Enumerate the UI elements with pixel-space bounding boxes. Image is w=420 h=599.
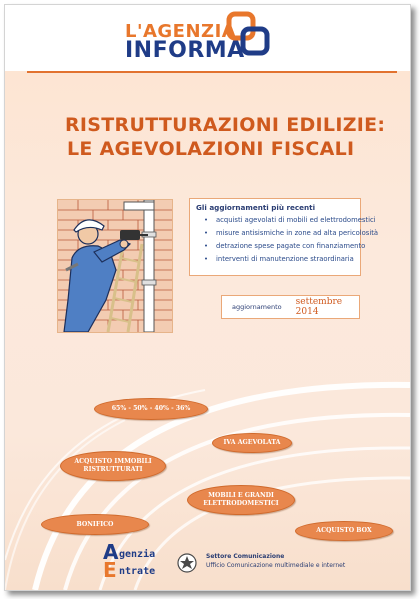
agenzia-entrate-logo bbox=[101, 543, 201, 579]
worker-drilling-image bbox=[58, 200, 172, 332]
svg-text:E: E bbox=[103, 558, 117, 579]
worker-illustration bbox=[57, 199, 173, 333]
update-date-box bbox=[221, 295, 360, 319]
update-date: settembre 2014 bbox=[295, 297, 343, 317]
footer-text bbox=[206, 553, 345, 569]
list-item: • interventi di manutenzione straordinaria bbox=[204, 255, 354, 263]
tag-percentages bbox=[94, 398, 208, 420]
updates-heading: Gli aggiornamenti più recenti bbox=[196, 203, 316, 212]
list-item: • misure antisismiche in zone ad alta pericolosità bbox=[204, 229, 354, 237]
header-divider bbox=[27, 71, 397, 73]
tag-acquisto-immobili-text2: RISTRUTTURATI bbox=[83, 466, 143, 473]
footer-office: Ufficio Comunicazione multimediale e internet bbox=[206, 562, 346, 569]
tag-mobili bbox=[187, 485, 295, 515]
title-line1: RISTRUTTURAZIONI EDILIZIE: bbox=[65, 114, 386, 136]
tag-mobili-text2: ELETTRODOMESTICI bbox=[203, 500, 279, 507]
page-title bbox=[65, 113, 385, 161]
footer-logo-line2: ntrate bbox=[119, 566, 156, 577]
svg-text:A: A bbox=[103, 543, 119, 564]
list-item: • detrazione spese pagate con finanziamento bbox=[204, 242, 354, 250]
tag-bonifico bbox=[41, 514, 149, 535]
tag-iva-agevolata bbox=[212, 433, 292, 453]
tag-acquisto-immobili bbox=[60, 451, 166, 481]
list-item: • acquisti agevolati di mobili ed elettrodomestici bbox=[204, 216, 354, 224]
tag-percentages-text: 65% - 50% - 40% - 36% bbox=[111, 405, 191, 412]
tag-acquisto-immobili-text1: ACQUISTO IMMOBILI bbox=[74, 458, 152, 465]
title-line2: LE AGEVOLAZIONI FISCALI bbox=[67, 138, 355, 160]
logo-text-line2: INFORMA bbox=[125, 38, 245, 63]
update-label: aggiornamento bbox=[232, 303, 282, 311]
tag-acquisto-box-text: ACQUISTO BOX bbox=[316, 527, 372, 534]
tag-mobili-text1: MOBILI E GRANDI bbox=[208, 492, 274, 499]
updates-box bbox=[189, 198, 379, 276]
footer-sector: Settore Comunicazione bbox=[206, 553, 285, 560]
updates-list bbox=[196, 216, 379, 263]
tag-bonifico-text: BONIFICO bbox=[76, 520, 114, 528]
logo-text-line1: L'AGENZIA bbox=[125, 21, 237, 42]
tag-iva-text: IVA AGEVOLATA bbox=[223, 439, 281, 446]
tag-acquisto-box bbox=[295, 521, 393, 541]
document-page bbox=[4, 4, 411, 591]
logo-squares-icon bbox=[223, 11, 273, 59]
footer-logo-line1: genzia bbox=[119, 549, 156, 560]
